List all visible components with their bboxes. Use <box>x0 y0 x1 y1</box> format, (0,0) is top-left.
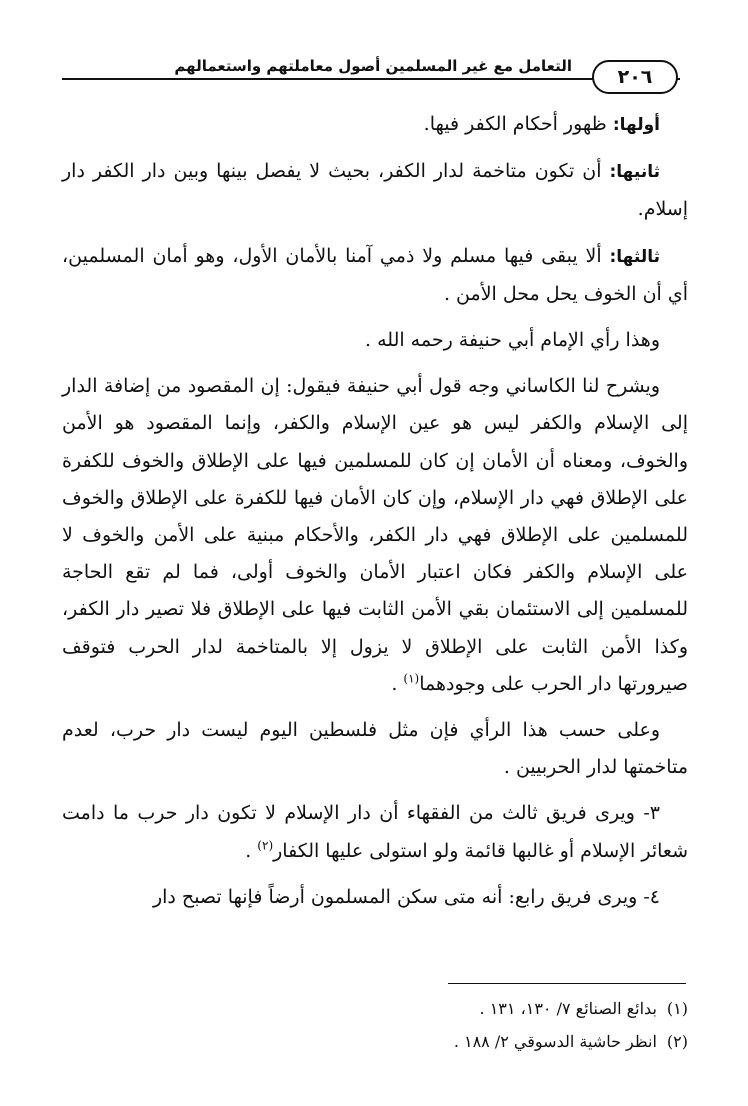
paragraph-label: ثانيها: <box>609 162 660 183</box>
paragraph-tail: . <box>391 672 404 695</box>
paragraph-text: ٤- ويرى فريق رابع: أنه متى سكن المسلمون أرضاً فإنها تصبح دار <box>152 885 660 908</box>
footnotes <box>62 992 688 1058</box>
paragraph-third-group <box>62 795 688 869</box>
footnote-separator <box>448 983 686 984</box>
footnote-item <box>62 1025 688 1058</box>
footnote-text: بدائع الصنائع ٧/ ١٣٠، ١٣١ . <box>479 999 657 1018</box>
footnote-ref[interactable]: (١) <box>403 671 420 686</box>
paragraph-text: ظهور أحكام الكفر فيها. <box>423 113 613 135</box>
paragraph-text: ٣- ويرى فريق ثالث من الفقهاء أن دار الإسلام لا تكون دار حرب ما دامت شعائر الإسلام أو غالبها قائمة ولو استولى عليها الكفار <box>62 802 688 862</box>
paragraph-abu-hanifa-view <box>62 322 688 359</box>
paragraph-label: أولها: <box>612 115 660 135</box>
paragraph-palestine <box>62 712 688 786</box>
paragraph-tail: . <box>245 839 258 862</box>
paragraph-text: ألا يبقى فيها مسلم ولا ذمي آمنا بالأمان الأول، وهو أمان المسلمين، أي أن الخوف يحل محل الأمن . <box>62 244 688 305</box>
paragraph-kasani-explanation <box>62 368 688 703</box>
paragraph-fourth-group <box>62 879 688 916</box>
header-rule <box>62 78 680 80</box>
body-text <box>62 106 688 925</box>
paragraph-text: وهذا رأي الإمام أبي حنيفة رحمه الله . <box>365 329 660 352</box>
paragraph-text: وعلى حسب هذا الرأي فإن مثل فلسطين اليوم ليست دار حرب، لعدم متاخمتها لدار الحربيين . <box>62 719 688 779</box>
paragraph-text: أن تكون متاخمة لدار الكفر، بحيث لا يفصل بينها وبين دار الكفر دار إسلام. <box>62 160 688 221</box>
paragraph-text: ويشرح لنا الكاساني وجه قول أبي حنيفة فيقول: إن المقصود من إضافة الدار إلى الإسلام والكفر ليس هو عين الإسلام والكفر، وإنما المقصود هو الأمن والخوف، ومعناه أن الأمان إن كان للمسلمين فيها على الإطلاق والخوف للكفرة على الإطلاق فهي دار الإسلام، وإن كان الأمان فيها للكفرة على الإطلاق والخوف للمسلمين على الإطلاق فهي دار الكفر، والأحكام مبنية على الأمن والخوف لا على الإسلام والكفر فكان اعتبار الأمان والخوف أولى، فما لم تقع الحاجة للمسلمين إلى الاستئمان بقي الأمن الثابت فيها على الإطلاق فلا تصير دار الكفر، وكذا الأمن الثابت على الإطلاق لا يزول إلا بالمتاخمة لدار الحرب فتوقف صيرورتها دار الحرب على وجودهما <box>62 375 688 695</box>
paragraph-second <box>62 153 688 228</box>
footnote-text: انظر حاشية الدسوقي ٢/ ١٨٨ . <box>453 1032 657 1051</box>
footnote-item <box>62 992 688 1025</box>
footnote-ref[interactable]: (٢) <box>257 838 274 853</box>
paragraph-third <box>62 238 688 313</box>
page-number-badge: ٢٠٦ <box>592 60 678 94</box>
footnote-number: (٢) <box>666 1032 688 1051</box>
paragraph-first <box>62 106 688 144</box>
footnote-number: (١) <box>666 999 688 1018</box>
running-header-title: التعامل مع غير المسلمين أصول معاملتهم واستعمالهم <box>174 57 572 75</box>
paragraph-label: ثالثها: <box>609 246 660 267</box>
